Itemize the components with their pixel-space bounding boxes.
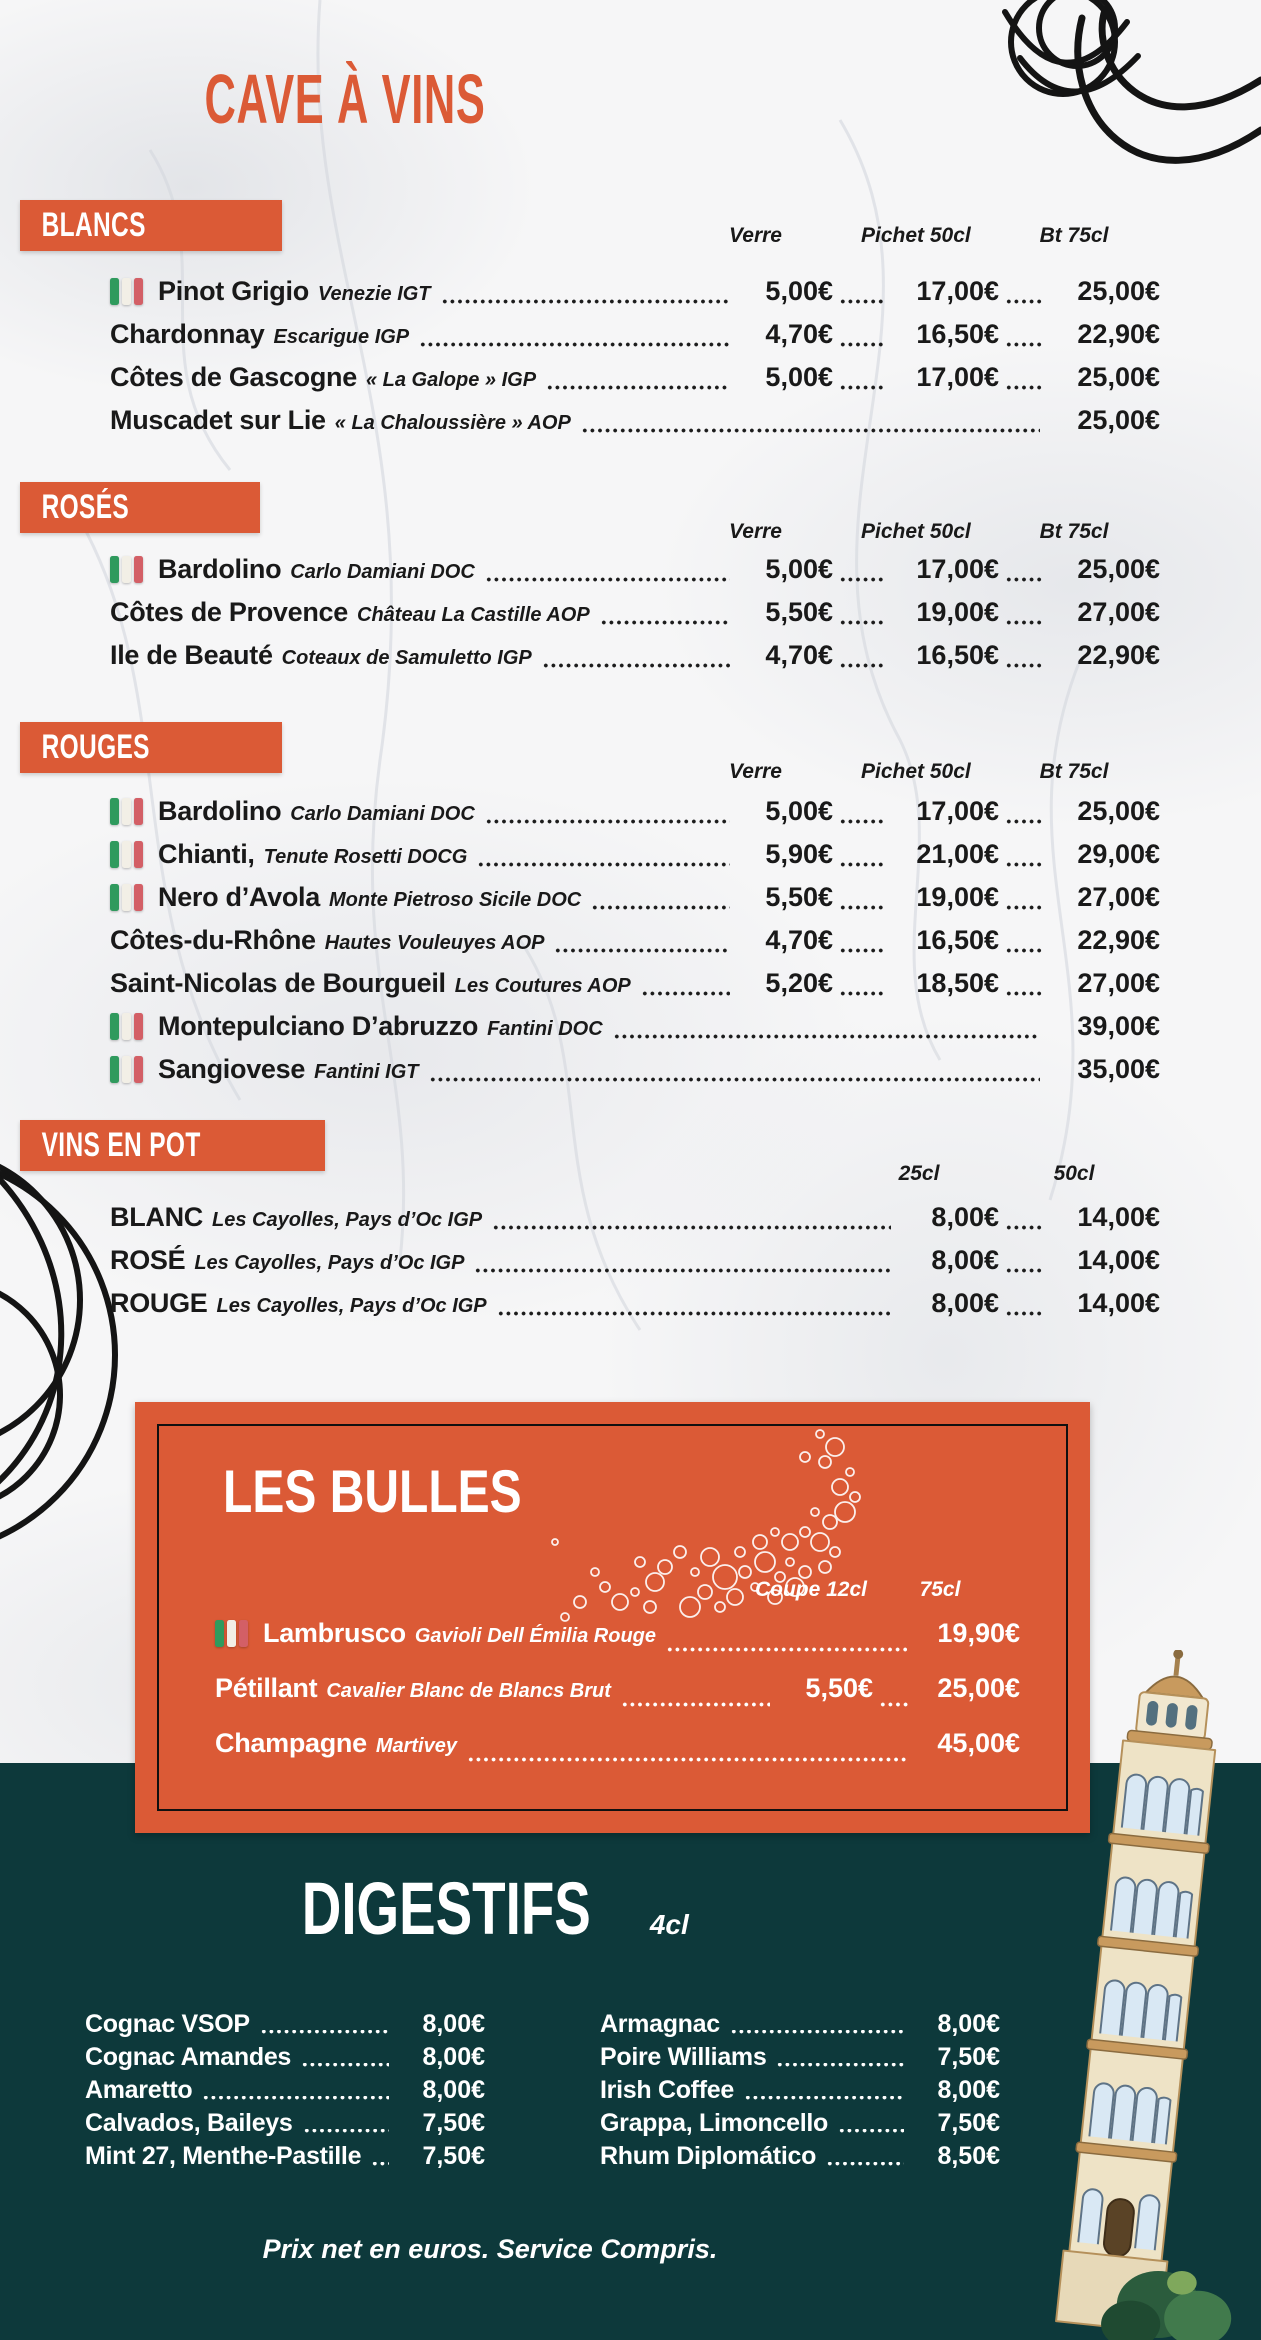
wine-name: Nero d’Avola [158,882,320,912]
price-coupe: 5,50€ [805,1673,873,1703]
price-25cl: 8,00€ [931,1202,999,1232]
col-verre: Verre [729,520,782,543]
wine-name: Lambrusco [263,1618,406,1648]
price-verre: 5,00€ [765,276,833,306]
price-bouteille: 25,00€ [1077,362,1160,392]
wine-name: Saint-Nicolas de Bourgueil [110,968,446,998]
price-verre: 4,70€ [765,640,833,670]
digestif-row [600,2041,1000,2074]
wine-appellation: Les Cayolles, Pays d’Oc IGP [216,1295,487,1317]
digestif-name: Poire Williams [600,2043,767,2071]
section-label: VINS EN POT [41,1126,201,1164]
price-75cl: 45,00€ [937,1728,1020,1758]
wine-row [110,1005,1160,1048]
dotted-leader [497,1311,891,1316]
digestif-name: Cognac Amandes [85,2043,292,2071]
wine-list-rouges [110,790,1160,1091]
dotted-leader [467,1757,907,1762]
wine-row [215,1606,1020,1661]
dotted-leader [839,819,885,824]
digestif-name: Armagnac [600,2010,720,2038]
price-bouteille: 25,00€ [1077,276,1160,306]
wine-appellation: « La Galope » IGP [365,369,537,391]
dotted-leader [621,1702,770,1707]
dotted-leader [371,2162,389,2166]
dotted-leader [554,948,730,953]
dotted-leader [839,862,885,867]
digestif-name: Amaretto [85,2076,193,2104]
price-verre: 5,20€ [765,968,833,998]
wine-appellation: « La Chaloussière » AOP [334,412,571,434]
price-25cl: 8,00€ [931,1288,999,1318]
price-verre: 4,70€ [765,925,833,955]
digestif-price: 7,50€ [422,2109,485,2137]
dotted-leader [1005,620,1042,625]
dotted-leader [441,299,730,304]
dotted-leader [419,342,730,347]
column-headers-rouges [110,760,1160,784]
price-bouteille: 27,00€ [1077,882,1160,912]
dotted-leader [613,1034,1040,1039]
wine-list-blancs [110,270,1160,442]
wine-name: Chardonnay [110,319,265,349]
wine-row [110,1239,1160,1282]
italy-flag-icon [110,841,143,868]
dotted-leader [202,2096,389,2100]
column-headers-pot [110,1162,1160,1186]
dotted-leader [1005,862,1042,867]
wine-row [110,591,1160,634]
col-pichet: Pichet 50cl [861,760,971,783]
col-25cl: 25cl [898,1162,940,1185]
digestif-price: 8,00€ [422,2076,485,2104]
digestif-price: 7,50€ [422,2142,485,2170]
digestif-name: Grappa, Limoncello [600,2109,828,2137]
digestif-row [85,2140,485,2173]
les-bulles-card [135,1402,1090,1833]
section-label: ROSÉS [41,488,130,526]
dotted-leader [301,2063,389,2067]
italy-flag-icon [110,798,143,825]
col-verre: Verre [729,760,782,783]
wine-appellation: Carlo Damiani DOC [290,561,475,583]
wine-appellation: Fantini IGT [314,1061,419,1083]
digestif-row [85,2008,485,2041]
wine-row [110,548,1160,591]
price-verre: 5,50€ [765,597,833,627]
col-pichet: Pichet 50cl [861,224,971,247]
digestif-price: 7,50€ [937,2109,1000,2137]
price-75cl: 19,90€ [937,1618,1020,1648]
price-pichet: 17,00€ [916,554,999,584]
price-bouteille: 25,00€ [1077,796,1160,826]
price-bouteille: 35,00€ [1077,1054,1160,1084]
digestif-row [85,2041,485,2074]
wine-name: Bardolino [158,554,282,584]
wine-row [110,1282,1160,1325]
dotted-leader [474,1268,891,1273]
dotted-leader [839,905,885,910]
dotted-leader [546,385,730,390]
dotted-leader [1005,577,1042,582]
wine-name: Côtes-du-Rhône [110,925,316,955]
price-verre: 5,00€ [765,362,833,392]
dotted-leader [839,991,885,996]
price-bouteille: 22,90€ [1077,925,1160,955]
digestifs-column-right [600,2008,1000,2173]
price-pichet: 17,00€ [916,362,999,392]
dotted-leader [839,948,885,953]
wine-row [110,876,1160,919]
dotted-leader [1005,905,1042,910]
digestif-row [600,2008,1000,2041]
dotted-leader [485,577,730,582]
price-bouteille: 39,00€ [1077,1011,1160,1041]
digestif-price: 8,00€ [937,2010,1000,2038]
digestif-price: 7,50€ [937,2043,1000,2071]
col-75cl: 75cl [919,1578,961,1601]
wine-name: Champagne [215,1728,367,1758]
dotted-leader [879,1702,909,1707]
dotted-leader [600,620,730,625]
wine-row [110,919,1160,962]
col-pichet: Pichet 50cl [861,520,971,543]
price-verre: 4,70€ [765,319,833,349]
price-pichet: 21,00€ [916,839,999,869]
dotted-leader [744,2096,904,2100]
dotted-leader [839,620,885,625]
digestifs-title-text: DIGESTIFS [301,1867,592,1950]
price-pichet: 16,50€ [916,925,999,955]
digestif-name: Calvados, Baileys [85,2109,293,2137]
dotted-leader [1005,1225,1042,1230]
price-25cl: 8,00€ [931,1245,999,1275]
bulles-title: LES BULLES [223,1458,522,1525]
price-bouteille: 27,00€ [1077,968,1160,998]
wine-appellation: Hautes Vouleuyes AOP [324,932,545,954]
wine-name: Chianti, [158,839,255,869]
wine-row [110,399,1160,442]
col-coupe: Coupe 12cl [754,1578,868,1601]
dotted-leader [641,991,730,996]
digestif-price: 8,50€ [937,2142,1000,2170]
italy-flag-icon [215,1620,248,1647]
wine-list-bulles [215,1606,1020,1771]
wine-appellation: Carlo Damiani DOC [290,803,475,825]
digestifs-unit: 4cl [649,1909,689,1940]
wine-appellation: Venezie IGT [317,283,431,305]
dotted-leader [839,663,885,668]
digestif-price: 8,00€ [937,2076,1000,2104]
section-label: BLANCS [41,206,146,244]
wine-name: Pétillant [215,1673,318,1703]
dotted-leader [839,577,885,582]
wine-list-pot [110,1196,1160,1325]
column-headers-roses [110,520,1160,544]
wine-name: Côtes de Gascogne [110,362,357,392]
wine-name: Bardolino [158,796,282,826]
price-bouteille: 25,00€ [1077,554,1160,584]
wine-name: Muscadet sur Lie [110,405,326,435]
dotted-leader [485,819,730,824]
price-verre: 5,90€ [765,839,833,869]
wine-name: ROSÉ [110,1245,186,1275]
digestif-row [85,2074,485,2107]
digestif-price: 8,00€ [422,2010,485,2038]
digestif-price: 8,00€ [422,2043,485,2071]
section-label: ROUGES [41,728,150,766]
wine-appellation: Les Coutures AOP [454,975,631,997]
price-pichet: 19,00€ [916,597,999,627]
italy-flag-icon [110,884,143,911]
wine-appellation: Coteaux de Samuletto IGP [281,647,532,669]
scribble-decoration-left [0,1150,115,1555]
price-75cl: 25,00€ [937,1673,1020,1703]
footer-note: Prix net en euros. Service Compris. [262,2234,718,2264]
price-50cl: 14,00€ [1077,1202,1160,1232]
dotted-leader [260,2030,389,2034]
wine-row [110,634,1160,677]
price-bouteille: 29,00€ [1077,839,1160,869]
dotted-leader [776,2063,904,2067]
dotted-leader [1005,663,1042,668]
dotted-leader [1005,342,1042,347]
dotted-leader [429,1077,1040,1082]
wine-appellation: Fantini DOC [487,1018,603,1040]
wine-list-roses [110,548,1160,677]
wine-row [110,356,1160,399]
digestifs-column-left [85,2008,485,2173]
italy-flag-icon [110,278,143,305]
digestif-name: Rhum Diplomático [600,2142,817,2170]
dotted-leader [1005,1311,1042,1316]
wine-row [110,1196,1160,1239]
dotted-leader [477,862,730,867]
digestif-name: Irish Coffee [600,2076,734,2104]
italy-flag-icon [110,1056,143,1083]
price-50cl: 14,00€ [1077,1245,1160,1275]
column-headers-blancs [110,224,1160,248]
dotted-leader [542,663,730,668]
wine-row [215,1661,1020,1716]
dotted-leader [1005,991,1042,996]
price-bouteille: 22,90€ [1077,319,1160,349]
dotted-leader [838,2129,904,2133]
wine-name: ROUGE [110,1288,208,1318]
wine-appellation: Les Cayolles, Pays d’Oc IGP [194,1252,465,1274]
wine-row [110,790,1160,833]
col-bouteille: Bt 75cl [1039,760,1109,783]
price-pichet: 16,50€ [916,640,999,670]
scribble-decoration-top-right [1005,0,1261,160]
dotted-leader [591,905,730,910]
dotted-leader [839,385,885,390]
page-title: CAVE À VINS [204,60,486,138]
dotted-leader [1005,299,1042,304]
wine-appellation: Martivey [375,1735,457,1757]
dotted-leader [826,2162,904,2166]
dotted-leader [1005,819,1042,824]
digestif-row [600,2107,1000,2140]
price-bouteille: 22,90€ [1077,640,1160,670]
dotted-leader [839,299,885,304]
price-pichet: 18,50€ [916,968,999,998]
dotted-leader [1005,948,1042,953]
dotted-leader [1005,1268,1042,1273]
wine-row [110,833,1160,876]
wine-row [110,270,1160,313]
price-pichet: 17,00€ [916,276,999,306]
digestif-row [85,2107,485,2140]
wine-row [110,1048,1160,1091]
dotted-leader [666,1647,907,1652]
price-bouteille: 25,00€ [1077,405,1160,435]
wine-name: Côtes de Provence [110,597,348,627]
dotted-leader [730,2030,904,2034]
dotted-leader [303,2129,389,2133]
wine-name: Ile de Beauté [110,640,273,670]
digestif-name: Cognac VSOP [85,2010,250,2038]
dotted-leader [839,342,885,347]
wine-appellation: Tenute Rosetti DOCG [263,846,468,868]
price-verre: 5,00€ [765,554,833,584]
price-pichet: 16,50€ [916,319,999,349]
dotted-leader [492,1225,891,1230]
pisa-tower-illustration [1030,1650,1261,2340]
wine-row [110,962,1160,1005]
wine-name: Sangiovese [158,1054,306,1084]
wine-appellation: Gavioli Dell Émilia Rouge [414,1625,657,1647]
wine-appellation: Monte Pietroso Sicile DOC [328,889,582,911]
price-verre: 5,00€ [765,796,833,826]
wine-name: Montepulciano D’abruzzo [158,1011,479,1041]
wine-appellation: Les Cayolles, Pays d’Oc IGP [212,1209,483,1231]
italy-flag-icon [110,556,143,583]
wine-row [110,313,1160,356]
column-headers-bulles [215,1578,995,1602]
col-bouteille: Bt 75cl [1039,520,1109,543]
price-bouteille: 27,00€ [1077,597,1160,627]
wine-name: Pinot Grigio [158,276,309,306]
price-pichet: 19,00€ [916,882,999,912]
col-50cl: 50cl [1053,1162,1095,1185]
col-bouteille: Bt 75cl [1039,224,1109,247]
digestif-name: Mint 27, Menthe-Pastille [85,2142,362,2170]
digestifs-title [0,1867,940,1950]
dotted-leader [1005,385,1042,390]
price-pichet: 17,00€ [916,796,999,826]
digestif-row [600,2074,1000,2107]
dotted-leader [581,428,1040,433]
wine-appellation: Château La Castille AOP [357,604,590,626]
bush [1167,2271,1197,2295]
wine-name: BLANC [110,1202,203,1232]
wine-appellation: Escarigue IGP [273,326,410,348]
col-verre: Verre [729,224,782,247]
digestif-row [600,2140,1000,2173]
italy-flag-icon [110,1013,143,1040]
price-verre: 5,50€ [765,882,833,912]
wine-appellation: Cavalier Blanc de Blancs Brut [326,1680,611,1702]
wine-row [215,1716,1020,1771]
price-50cl: 14,00€ [1077,1288,1160,1318]
